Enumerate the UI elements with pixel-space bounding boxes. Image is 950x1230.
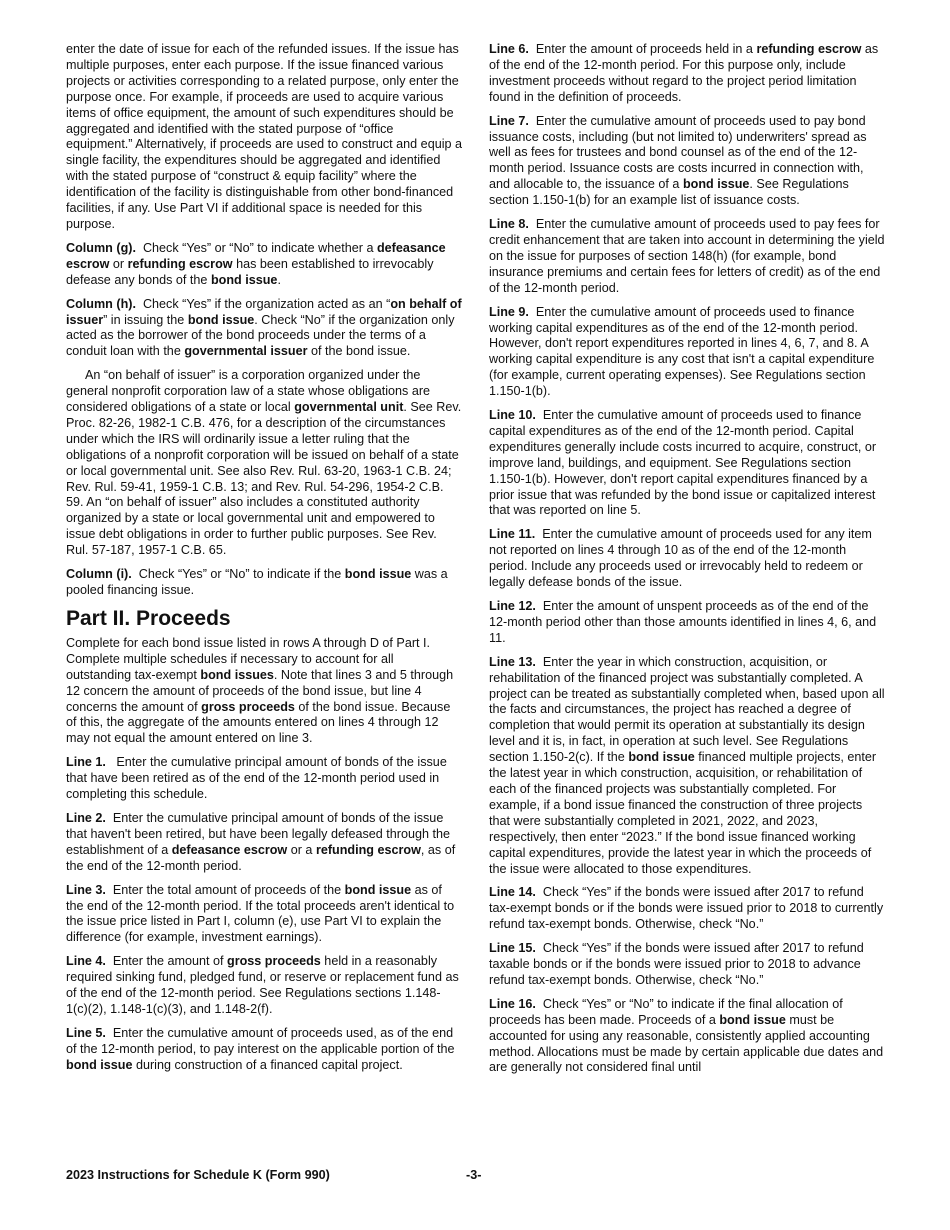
line-15-label: Line 15. — [489, 941, 536, 956]
line-4-paragraph — [66, 954, 462, 1018]
column-h-paragraph — [66, 297, 462, 361]
paragraph-text: . Note that lines 3 and 5 through 12 concern the amount of proceeds of the bond issue, but line 4 concerns the amount of — [66, 667, 454, 714]
paragraph-text: Enter the cumulative principal amount of bonds of the issue that haven't been retired, but have been legally defeased through the establishment of a — [66, 810, 450, 857]
term-bond-issue: bond issue — [344, 882, 412, 897]
line-16-paragraph — [489, 997, 885, 1077]
line-4-label: Line 4. — [66, 954, 106, 969]
line-9-paragraph — [489, 305, 885, 400]
line-12-label: Line 12. — [489, 599, 536, 613]
paragraph-text: . Check “No” if the organization only acted as the borrower of the bond proceeds under the terms of a conduit loan with the — [66, 312, 455, 359]
paragraph-text: . See Regulations section 1.150-1(b) for an example list of issuance costs. — [489, 177, 849, 208]
line-7-paragraph — [489, 114, 885, 209]
paragraph-text: . See Rev. Proc. 82-26, 1982-1 C.B. 476, for a description of the circumstances under which the IRS will ordinarily issue a letter ruling that the obligations of a nonprofit corporation will be issued on behalf of a state or local governmental unit. See also Rev. Rul. 63-20, 1963-1 C.B. 24; Rev. Rul. 59-41, 1959-1 C.B. 13; and Rev. Rul. 54-296, 1954-2 C.B. 59. An “on behalf of issuer” also includes a constituted authority organized by a state or local governmental unit and empowered to issue debt obligations in order to further public purposes. See Rev. Rul. 57-187, 1957-1 C.B. 65. — [66, 400, 462, 558]
paragraph-text: Enter the total amount of proceeds of the — [112, 882, 345, 897]
paragraph-text: ” in issuing the — [103, 312, 188, 327]
line-15-paragraph — [489, 941, 885, 989]
paragraph-text: financed multiple projects, enter the latest year in which construction, acquisition, or rehabilitation of each of the financed projects was substantially completed. For example, if a bond issue financed the construction of three projects that were substantially completed in 2021, 2022, and 2023, respectively, then enter “2023.” If the bond issue financed working capital expenditures, provide the latest year in which the proceeds of the issue were allocated to those expenditures. — [489, 750, 877, 876]
line-8-paragraph — [489, 217, 885, 297]
line-11-paragraph — [489, 527, 885, 591]
line-2-label: Line 2. — [66, 810, 106, 825]
term-gross-proceeds: gross proceeds — [227, 954, 321, 969]
line-10-label: Line 10. — [489, 408, 536, 423]
page-number: -3- — [466, 1168, 482, 1182]
column-g-paragraph — [66, 241, 462, 289]
line-5-paragraph — [66, 1026, 462, 1074]
line-11-label: Line 11. — [489, 527, 536, 542]
line-6-label: Line 6. — [489, 42, 529, 56]
paragraph-text: Check “Yes” or “No” to indicate if the — [138, 567, 345, 582]
paragraph-text: Enter the cumulative amount of proceeds used for any item not reported on lines 4 through 10 as of the end of the 12-month period. Include any proceeds used or irrevocably held to redeem or legally defease bonds of the issue. — [489, 527, 872, 590]
term-governmental-unit: governmental unit — [294, 400, 404, 415]
paragraph-text: Enter the amount of proceeds held in a — [535, 42, 757, 56]
line-14-paragraph — [489, 885, 885, 933]
paragraph-text: during construction of a financed capital project. — [132, 1057, 403, 1072]
column-h-label: Column (h). — [66, 296, 136, 311]
paragraph-text: . — [277, 272, 281, 287]
paragraph-text: Enter the cumulative amount of proceeds used to pay bond issuance costs, including (but not limited to) underwriters' spread as well as fees for trustees and bond counsel as of the end of the 12-month period. Issuance costs are costs incurred in connection with, and allocable to, the issuance of a — [489, 113, 867, 192]
paragraph-text: of the bond issue. — [307, 344, 411, 359]
paragraph-text: as of the end of the 12-month period. If the total proceeds aren't identical to the issue price listed in Part I, column (e), use Part VI to explain the difference (for example, investment earnings). — [66, 882, 455, 945]
paragraph-text: was a pooled financing issue. — [66, 567, 448, 597]
paragraph-text: An “on behalf of issuer” is a corporation organized under the general nonprofit corporation law of a state whose obligations are considered obligations of a state or local — [66, 368, 431, 415]
term-refunding-escrow: refunding escrow — [127, 256, 233, 271]
right-column — [489, 42, 885, 1084]
line-13-label: Line 13. — [489, 654, 536, 669]
line-6-paragraph — [489, 42, 885, 106]
line-12-paragraph — [489, 599, 885, 647]
line-13-paragraph — [489, 655, 885, 878]
term-refunding-escrow: refunding escrow — [315, 842, 421, 857]
column-i-paragraph — [66, 567, 462, 599]
paragraph-text: Enter the cumulative amount of proceeds used, as of the end of the 12-month period, to pay interest on the applicable portion of the — [66, 1025, 455, 1056]
left-column — [66, 42, 462, 1082]
paragraph-text: Check “Yes” or “No” to indicate whether a — [142, 240, 377, 255]
term-bond-issues: bond issues — [200, 667, 274, 682]
paragraph-text: has been established to irrevocably defease any bonds of the — [66, 256, 434, 287]
paragraph-text: or — [109, 256, 128, 271]
on-behalf-paragraph — [66, 368, 462, 559]
term-bond-issue: bond issue — [682, 177, 750, 192]
part-ii-intro — [66, 636, 462, 747]
paragraph-text: held in a reasonably required sinking fund, pledged fund, or reserve or replacement fund as of the end of the 12-month period. See Regulations sections 1.148-1(c)(2), 1.148-1(c)(3), and 1.148-2(f). — [66, 954, 459, 1016]
footer-title: 2023 Instructions for Schedule K (Form 990) — [66, 1168, 330, 1182]
line-3-paragraph — [66, 883, 462, 947]
paragraph-text: Complete for each bond issue listed in rows A through D of Part I. Complete multiple schedules if necessary to account for all outstanding tax-exempt — [66, 635, 431, 682]
line-8-label: Line 8. — [489, 217, 529, 232]
paragraph-text: Enter the amount of — [112, 954, 228, 969]
paragraph-text: enter the date of issue for each of the refunded issues. If the issue has multiple purposes, enter each purpose. If the issue financed various projects or activities corresponding to a related purpose, only enter the purpose once. For example, if proceeds are used to acquire various items of office equipment, the amount of such expenditures should be aggregated and identified with the stated purpose of “office equipment.” Alternatively, if proceeds are used to construct and equip a single facility, the expenditures should be aggregated and identified with the stated purpose of “construct & equip facility” where the identification of the facility is distinguishable from other bond-financed facilities, if any. Use Part VI if additional space is needed for this purpose. — [66, 42, 463, 231]
paragraph-text: or a — [287, 842, 316, 857]
term-governmental-issuer: governmental issuer — [184, 344, 308, 359]
term-defeasance-escrow: defeasance escrow — [66, 240, 446, 271]
paragraph-text: Enter the cumulative amount of proceeds used to finance working capital expenditures as of the end of the 12-month period. However, don't report expenditures reported in lines 4, 6, 7, and 8. A working capital expenditure is any cost that isn't a capital expenditure (for example, current operating expenses). See Regulations section 1.150-1(b). — [489, 304, 875, 399]
paragraph-text: Check “Yes” if the bonds were issued after 2017 to refund taxable bonds or if the bonds were issued prior to 2018 to advance refund tax-exempt bonds. Otherwise, check “No.” — [489, 941, 864, 987]
term-defeasance-escrow: defeasance escrow — [171, 842, 288, 857]
term-bond-issue: bond issue — [628, 750, 695, 765]
paragraph-text: Enter the amount of unspent proceeds as of the end of the 12-month period other than those amounts identified in lines 4, 6, and 11. — [489, 599, 877, 645]
line-1-label: Line 1. — [66, 755, 106, 770]
paragraph-text: Check “Yes” or “No” to indicate if the final allocation of proceeds has been made. Proceeds of a — [489, 996, 843, 1027]
paragraph-text: Check “Yes” if the organization acted as an “ — [142, 296, 391, 311]
term-bond-issue: bond issue — [210, 272, 278, 287]
paragraph-text: Enter the cumulative principal amount of bonds of the issue that have been retired as of the end of the 12-month period used in completing this schedule. — [66, 755, 447, 802]
paragraph-text: must be accounted for using any reasonable, consistently applied accounting method. Allocations must be made by certain applicable due dates and are generally not considered final until — [489, 1012, 884, 1075]
refunded-issues-paragraph — [66, 42, 462, 233]
column-i-label: Column (i). — [66, 567, 132, 582]
line-3-label: Line 3. — [66, 882, 106, 897]
paragraph-text: Enter the cumulative amount of proceeds used to pay fees for credit enhancement that are taken into account in determining the yield on the issue for purposes of section 148(h) (for example, bond insurance premiums and certain fees for letters of credit) as of the end of the 12-month period. — [489, 217, 885, 295]
line-10-paragraph — [489, 408, 885, 519]
term-gross-proceeds: gross proceeds — [201, 699, 295, 714]
line-16-label: Line 16. — [489, 996, 536, 1011]
term-bond-issue: bond issue — [66, 1057, 133, 1072]
paragraph-text: as of the end of the 12-month period. For this purpose only, include investment proceeds without regard to the project period limitation found in the definition of proceeds. — [489, 42, 879, 104]
column-g-label: Column (g). — [66, 240, 136, 255]
term-refunding-escrow: refunding escrow — [756, 42, 862, 56]
line-1-paragraph — [66, 755, 462, 803]
paragraph-text: , as of the end of the 12-month period. — [66, 842, 456, 873]
paragraph-text: of the bond issue. Because of this, the aggregate of the amounts entered on lines 4 through 12 may not equal the amount entered on line 3. — [66, 699, 451, 746]
line-14-label: Line 14. — [489, 885, 536, 900]
line-2-paragraph — [66, 811, 462, 875]
line-5-label: Line 5. — [66, 1025, 106, 1040]
paragraph-text: Enter the year in which construction, acquisition, or rehabilitation of the financed project was substantially completed. A project can be treated as substantially completed when, based upon all the facts and circumstances, the project has reached a degree of completion that would permit its operation at substantially its design level and it is, in fact, in operation at such level. See Regulations section 1.150-2(c). If the — [489, 654, 885, 765]
line-9-label: Line 9. — [489, 304, 529, 319]
term-bond-issue: bond issue — [187, 312, 255, 327]
paragraph-text: Enter the cumulative amount of proceeds used to finance capital expenditures as of the end of the 12-month period. Capital expenditures generally include costs incurred to acquire, construct, or improve land, buildings, and equipment. See Regulations section 1.150-1(b). However, don't report capital expenditures financed by a prior issue that was refunded by the bond issue or capitalized interest that was reported on line 5. — [489, 408, 877, 518]
term-on-behalf-of-issuer: on behalf of issuer — [66, 296, 462, 327]
term-bond-issue: bond issue — [344, 567, 412, 582]
line-7-label: Line 7. — [489, 113, 529, 128]
paragraph-text: Check “Yes” if the bonds were issued after 2017 to refund tax-exempt bonds or if the bonds were issued prior to 2018 to currently refund tax-exempt bonds. Otherwise, check “No.” — [489, 885, 884, 932]
term-bond-issue: bond issue — [719, 1012, 786, 1027]
part-ii-heading: Part II. Proceeds — [66, 606, 231, 630]
